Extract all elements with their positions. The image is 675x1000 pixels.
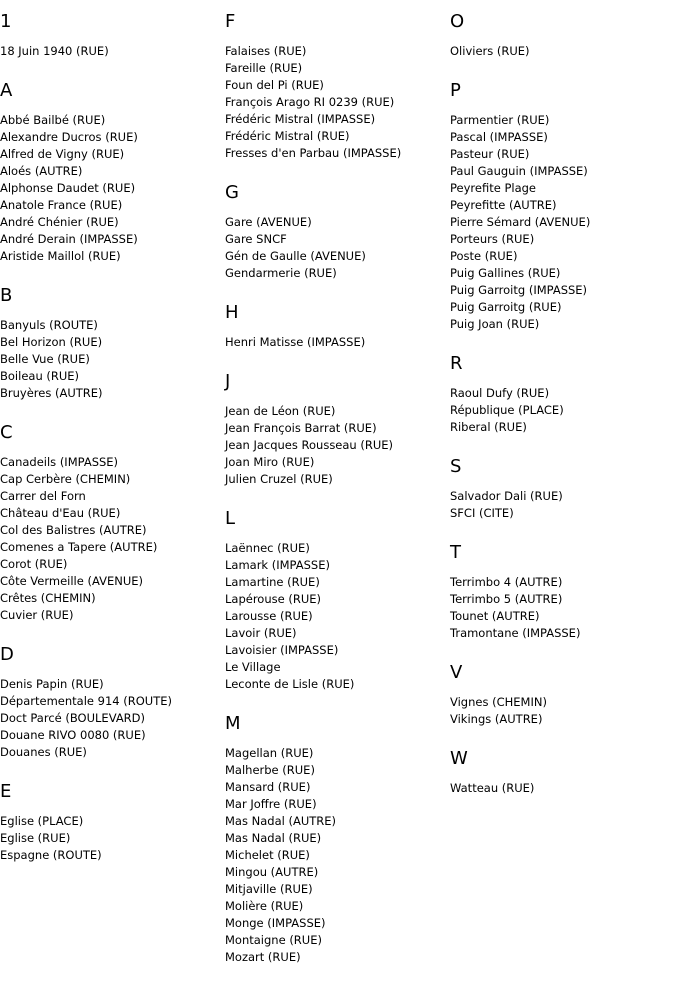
street-list — [0, 454, 220, 624]
street-link[interactable]: Paul Gauguin (IMPASSE) — [450, 164, 588, 178]
street-link[interactable]: Terrimbo 4 (AUTRE) — [450, 575, 563, 589]
section-letter-heading: F — [225, 11, 236, 32]
street-link[interactable]: Canadeils (IMPASSE) — [0, 455, 119, 469]
street-link[interactable]: Pascal (IMPASSE) — [450, 130, 548, 144]
street-index-column-3 — [450, 11, 670, 817]
street-link[interactable]: Col des Balistres (AUTRE) — [0, 523, 147, 537]
street-index-column-2 — [225, 11, 445, 986]
section-letter-heading: J — [225, 371, 231, 392]
street-link[interactable]: Belle Vue (RUE) — [0, 352, 90, 366]
street-list — [0, 813, 220, 864]
street-link[interactable]: Comenes a Tapere (AUTRE) — [0, 540, 158, 554]
street-list — [450, 385, 670, 436]
street-list — [0, 43, 220, 60]
street-list — [450, 574, 670, 642]
street-link[interactable]: Pierre Sémard (AVENUE) — [450, 215, 591, 229]
street-link[interactable]: 18 Juin 1940 (RUE) — [0, 44, 109, 58]
street-link[interactable]: Jean François Barrat (RUE) — [225, 421, 377, 435]
letter-section — [450, 456, 670, 522]
letter-section — [450, 80, 670, 333]
street-link[interactable]: Monge (IMPASSE) — [225, 916, 326, 930]
street-link[interactable]: Watteau (RUE) — [450, 781, 535, 795]
letter-section — [0, 80, 220, 265]
letter-section — [225, 713, 445, 966]
street-link[interactable]: Départementale 914 (ROUTE) — [0, 694, 172, 708]
street-link[interactable]: Douanes (RUE) — [0, 745, 87, 759]
section-letter-heading: R — [450, 353, 463, 374]
street-link[interactable]: Mansard (RUE) — [225, 780, 311, 794]
letter-section — [225, 182, 445, 282]
street-link[interactable]: Côte Vermeille (AVENUE) — [0, 574, 143, 588]
section-letter-heading: O — [450, 11, 465, 32]
street-link[interactable]: Alexandre Ducros (RUE) — [0, 130, 138, 144]
street-link[interactable]: Mar Joffre (RUE) — [225, 797, 317, 811]
street-link[interactable]: Cuvier (RUE) — [0, 608, 74, 622]
street-link[interactable]: Lamark (IMPASSE) — [225, 558, 330, 572]
section-letter-heading: L — [225, 508, 236, 529]
letter-section — [0, 781, 220, 864]
section-letter-heading: G — [225, 182, 239, 203]
street-link[interactable]: Magellan (RUE) — [225, 746, 314, 760]
street-link[interactable]: Boileau (RUE) — [0, 369, 80, 383]
section-letter-heading: T — [450, 542, 461, 563]
street-link[interactable]: Crêtes (CHEMIN) — [0, 591, 96, 605]
street-link[interactable]: Falaises (RUE) — [225, 44, 307, 58]
street-link[interactable]: Eglise (PLACE) — [0, 814, 84, 828]
street-link[interactable]: Aloés (AUTRE) — [0, 164, 83, 178]
street-link[interactable]: Gendarmerie (RUE) — [225, 266, 337, 280]
street-link[interactable]: Carrer del Forn — [0, 489, 86, 503]
street-list — [450, 43, 670, 60]
street-link[interactable]: Tounet (AUTRE) — [450, 609, 540, 623]
street-link[interactable]: Fresses d'en Parbau (IMPASSE) — [225, 146, 402, 160]
street-link[interactable]: François Arago RI 0239 (RUE) — [225, 95, 395, 109]
section-letter-heading: A — [0, 80, 13, 101]
letter-section — [450, 11, 670, 60]
letter-section — [450, 353, 670, 436]
street-link[interactable]: Joan Miro (RUE) — [225, 455, 315, 469]
street-link[interactable]: Lavoisier (IMPASSE) — [225, 643, 339, 657]
street-link[interactable]: Laënnec (RUE) — [225, 541, 310, 555]
street-link[interactable]: Frédéric Mistral (IMPASSE) — [225, 112, 376, 126]
street-link[interactable]: Peyrefite Plage — [450, 181, 536, 195]
street-link[interactable]: Terrimbo 5 (AUTRE) — [450, 592, 563, 606]
street-list — [225, 403, 445, 488]
street-link[interactable]: Vikings (AUTRE) — [450, 712, 543, 726]
street-link[interactable]: Jean de Léon (RUE) — [225, 404, 336, 418]
street-link[interactable]: Leconte de Lisle (RUE) — [225, 677, 355, 691]
letter-section — [0, 644, 220, 761]
section-letter-heading: W — [450, 748, 468, 769]
street-link[interactable]: Banyuls (ROUTE) — [0, 318, 98, 332]
section-letter-heading: P — [450, 80, 461, 101]
street-link[interactable]: Vignes (CHEMIN) — [450, 695, 547, 709]
street-link[interactable]: Puig Joan (RUE) — [450, 317, 540, 331]
street-link[interactable]: Poste (RUE) — [450, 249, 518, 263]
street-link[interactable]: Lamartine (RUE) — [225, 575, 320, 589]
street-list — [0, 676, 220, 761]
street-link[interactable]: Pasteur (RUE) — [450, 147, 530, 161]
letter-section — [450, 542, 670, 642]
letter-section — [450, 748, 670, 797]
street-list — [225, 43, 445, 162]
street-link[interactable]: Gén de Gaulle (AVENUE) — [225, 249, 366, 263]
section-letter-heading: S — [450, 456, 462, 477]
street-link[interactable]: SFCI (CITE) — [450, 506, 514, 520]
letter-section — [0, 422, 220, 624]
section-letter-heading: B — [0, 285, 13, 306]
street-link[interactable]: Frédéric Mistral (RUE) — [225, 129, 350, 143]
street-link[interactable]: Anatole France (RUE) — [0, 198, 123, 212]
street-link[interactable]: Lapérouse (RUE) — [225, 592, 321, 606]
street-list — [225, 540, 445, 693]
section-letter-heading: C — [0, 422, 13, 443]
street-link[interactable]: Corot (RUE) — [0, 557, 68, 571]
street-link[interactable]: Château d'Eau (RUE) — [0, 506, 121, 520]
street-link[interactable]: Denis Papin (RUE) — [0, 677, 104, 691]
street-link[interactable]: Mozart (RUE) — [225, 950, 301, 964]
street-link[interactable]: Peyrefitte (AUTRE) — [450, 198, 557, 212]
street-link[interactable]: République (PLACE) — [450, 403, 564, 417]
letter-section — [450, 662, 670, 728]
street-link[interactable]: Puig Garroitg (RUE) — [450, 300, 562, 314]
street-link[interactable]: Mitjaville (RUE) — [225, 882, 313, 896]
street-list — [450, 780, 670, 797]
street-link[interactable]: Montaigne (RUE) — [225, 933, 322, 947]
street-link[interactable]: Riberal (RUE) — [450, 420, 527, 434]
letter-section — [225, 302, 445, 351]
street-link[interactable]: Doct Parcé (BOULEVARD) — [0, 711, 146, 725]
section-letter-heading: D — [0, 644, 14, 665]
section-letter-heading: V — [450, 662, 463, 683]
street-link[interactable]: Molière (RUE) — [225, 899, 304, 913]
street-link[interactable]: Bel Horizon (RUE) — [0, 335, 103, 349]
street-link[interactable]: Michelet (RUE) — [225, 848, 310, 862]
street-link[interactable]: Eglise (RUE) — [0, 831, 71, 845]
street-link[interactable]: Lavoir (RUE) — [225, 626, 297, 640]
letter-section — [0, 285, 220, 402]
letter-section — [0, 11, 220, 60]
street-list — [0, 112, 220, 265]
street-link[interactable]: Porteurs (RUE) — [450, 232, 535, 246]
street-link[interactable]: Jean Jacques Rousseau (RUE) — [225, 438, 394, 452]
street-link[interactable]: Julien Cruzel (RUE) — [225, 472, 333, 486]
street-link[interactable]: Henri Matisse (IMPASSE) — [225, 335, 366, 349]
section-letter-heading: 1 — [0, 11, 12, 32]
street-link[interactable]: Salvador Dali (RUE) — [450, 489, 563, 503]
street-link[interactable]: Fareille (RUE) — [225, 61, 303, 75]
street-link[interactable]: Alfred de Vigny (RUE) — [0, 147, 125, 161]
section-letter-heading: H — [225, 302, 239, 323]
street-link[interactable]: André Chénier (RUE) — [0, 215, 119, 229]
letter-section — [225, 11, 445, 162]
street-list — [225, 214, 445, 282]
street-list — [0, 317, 220, 402]
street-link[interactable]: Tramontane (IMPASSE) — [450, 626, 581, 640]
street-link[interactable]: Raoul Dufy (RUE) — [450, 386, 550, 400]
street-link[interactable]: Foun del Pi (RUE) — [225, 78, 324, 92]
street-link[interactable]: Espagne (ROUTE) — [0, 848, 102, 862]
section-letter-heading: E — [0, 781, 12, 802]
street-link[interactable]: Mingou (AUTRE) — [225, 865, 319, 879]
section-letter-heading: M — [225, 713, 241, 734]
street-link[interactable]: Aristide Maillol (RUE) — [0, 249, 121, 263]
letter-section — [225, 508, 445, 693]
street-link[interactable]: André Derain (IMPASSE) — [0, 232, 138, 246]
street-link[interactable]: Alphonse Daudet (RUE) — [0, 181, 136, 195]
street-list — [225, 745, 445, 966]
street-link[interactable]: Douane RIVO 0080 (RUE) — [0, 728, 146, 742]
letter-section — [225, 371, 445, 488]
street-link[interactable]: Oliviers (RUE) — [450, 44, 530, 58]
street-link[interactable]: Parmentier (RUE) — [450, 113, 550, 127]
street-link[interactable]: Malherbe (RUE) — [225, 763, 315, 777]
street-link[interactable]: Larousse (RUE) — [225, 609, 313, 623]
street-link[interactable]: Puig Garroitg (IMPASSE) — [450, 283, 588, 297]
street-link[interactable]: Bruyères (AUTRE) — [0, 386, 103, 400]
street-list — [225, 334, 445, 351]
street-link[interactable]: Gare SNCF — [225, 232, 287, 246]
street-link[interactable]: Cap Cerbère (CHEMIN) — [0, 472, 131, 486]
street-link[interactable]: Mas Nadal (AUTRE) — [225, 814, 337, 828]
street-link[interactable]: Puig Gallines (RUE) — [450, 266, 561, 280]
street-list — [450, 488, 670, 522]
street-link[interactable]: Le Village — [225, 660, 281, 674]
street-index-column-1 — [0, 11, 220, 884]
street-link[interactable]: Abbé Bailbé (RUE) — [0, 113, 106, 127]
street-link[interactable]: Gare (AVENUE) — [225, 215, 312, 229]
street-list — [450, 694, 670, 728]
street-list — [450, 112, 670, 333]
street-link[interactable]: Mas Nadal (RUE) — [225, 831, 322, 845]
